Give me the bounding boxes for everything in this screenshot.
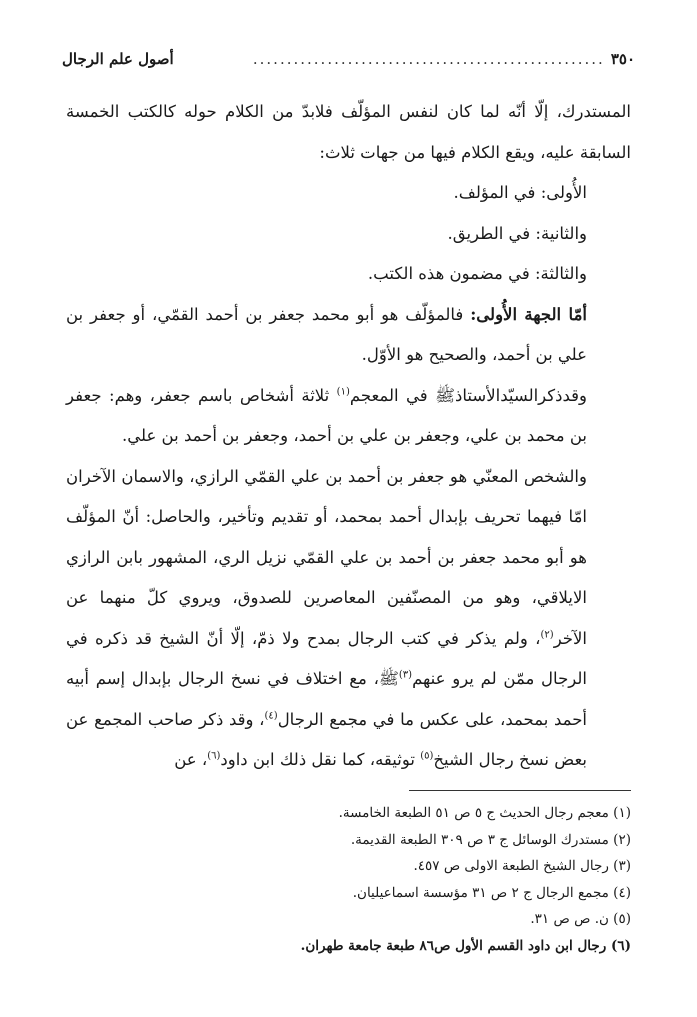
honorific-glyph: ﷺ: [435, 385, 456, 405]
text-span: في المعجم: [349, 385, 436, 405]
leader-dots: ....................................................: [252, 50, 605, 68]
running-header: [62, 50, 635, 78]
footnote-1: (١) معجم رجال الحديث ج ٥ ص ٥١ الطبعة الخامسة.: [338, 805, 631, 821]
footnote-5: (٥) ن. ص ص ٣١.: [530, 911, 631, 927]
text-span: ، مع اختلاف في نسخ الرجال بإبدال إسم أبيه أحمد بمحمد، على عكس ما في مجمع الرجال: [66, 669, 588, 729]
main-text: [66, 92, 631, 781]
footnote-ref: (٣): [398, 669, 413, 681]
footnote-ref: (٢): [540, 629, 554, 640]
text-span: ثلاثة أشخاص باسم جعفر، وهم: جعفر بن محمد بن علي، وجعفر بن علي بن أحمد، وجعفر بن أحمد بن علي.: [66, 385, 587, 445]
footnote-divider: [409, 790, 631, 791]
paragraph-mujam: [66, 376, 631, 457]
paragraph-author: [66, 457, 631, 781]
paragraph-text: فالمؤلّف هو أبو محمد جعفر بن أحمد القمّي، أو جعفر بن علي بن أحمد، والصحيح هو الأوّل.: [66, 304, 587, 364]
section-heading: أمّا الجهة الأُولى:: [470, 304, 587, 324]
text-span: والشخص المعنّي هو جعفر بن أحمد بن علي القمّي الرازي، والاسمان الآخران امّا فيهما تحريف بإبدال أحمد بمحمد، أو تقديم وتأخير، والحاصل: أنّ المؤلّف هو أبو محمد جعفر بن أحمد بن علي القمّي نزيل الري، المشهور بابن الرازي الايلاقي، وهو من المصنّفين المعاصرين للصدوق، ويروي كلّ منهما عن الآخر: [66, 466, 587, 648]
page-number: ٣٥٠: [610, 50, 635, 68]
footnote-3: (٣) رجال الشيخ الطبعة الاولى ص ٤٥٧.: [413, 858, 631, 874]
footnote-ref: (٤): [264, 710, 278, 721]
footnote-ref: (٥): [420, 750, 434, 762]
list-item-third: والثالثة: في مضمون هذه الكتب.: [367, 264, 587, 283]
text-span: ، وقد ذكر صاحب المجمع عن بعض نسخ رجال الشيخ: [66, 709, 587, 769]
text-span: وقدذكرالسيّدالأستاذ: [455, 385, 587, 405]
footnotes: [66, 800, 631, 959]
text-span: ، عن: [174, 750, 208, 769]
text-span: توثيقه، كما نقل ذلك ابن داود: [220, 750, 421, 769]
honorific-glyph: ﷺ: [378, 669, 399, 688]
list-item-second: والثانية: في الطريق.: [447, 223, 587, 243]
footnote-2: (٢) مستدرك الوسائل ج ٣ ص ٣٠٩ الطبعة القديمة.: [350, 831, 631, 848]
paragraph-intro: المستدرك، إلّا أنّه لما كان لنفس المؤلّف فلابدّ من الكلام حوله كالكتب الخمسة السابقة عليه، ويقع الكلام فيها من جهات ثلاث:: [66, 102, 631, 162]
book-title: أصول علم الرجال: [62, 50, 174, 68]
footnote-ref: (١): [336, 386, 350, 397]
footnote-6: (٦) رجال ابن داود القسم الأول ص٨٦ طبعة جامعة طهران.: [300, 937, 631, 954]
footnote-ref: (٦): [207, 750, 221, 762]
list-item-first: الأُولى: في المؤلف.: [453, 183, 587, 202]
footnote-4: (٤) مجمع الرجال ج ٢ ص ٣١ مؤسسة اسماعيليان.: [352, 884, 631, 901]
paragraph-first-aspect: [66, 295, 631, 376]
text-span: ، ولم يذكر في كتب الرجال بمدح ولا ذمّ، إلّا أنّ الشيخ قد ذكره في الرجال ممّن لم يرو عنهم: [66, 628, 587, 688]
